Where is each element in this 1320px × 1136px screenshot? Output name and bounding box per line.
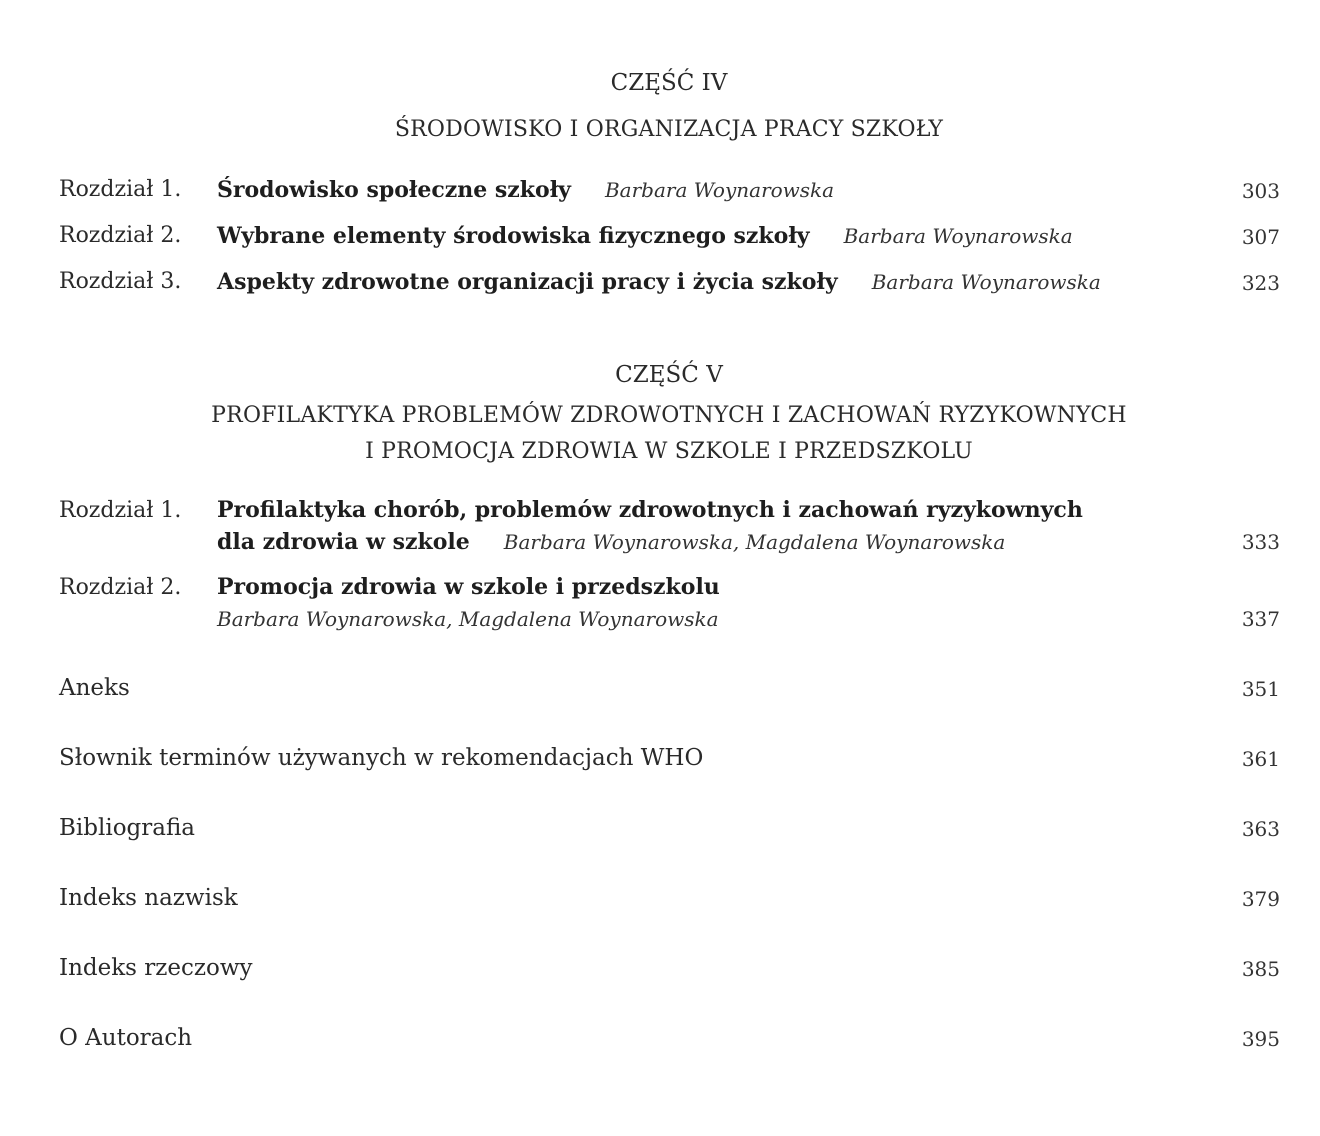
chapter-author: Barbara Woynarowska (604, 178, 835, 202)
chapter-number: Rozdział 2. (59, 223, 182, 248)
entry-title: Słownik terminów używanych w rekomendacjach WHO (59, 745, 704, 771)
entry-title: Indeks nazwisk (59, 885, 238, 911)
chapter-title: Aspekty zdrowotne organizacji pracy i życia szkoły (217, 269, 838, 295)
entry-title: Bibliografia (59, 815, 196, 841)
part-5-title-line-1: PROFILAKTYKA PROBLEMÓW ZDROWOTNYCH I ZACHOWAŃ RYZYKOWNYCH (211, 403, 1127, 428)
chapter-author: Barbara Woynarowska, Magdalena Woynarowska (217, 607, 719, 631)
chapter-author: Barbara Woynarowska (843, 224, 1073, 248)
page-number: 323 (1241, 271, 1280, 295)
page-number: 333 (1241, 530, 1280, 554)
page-number: 385 (1241, 957, 1280, 981)
chapter-number: Rozdział 2. (59, 575, 182, 600)
chapter-title: Promocja zdrowia w szkole i przedszkolu (217, 574, 720, 600)
page-number: 363 (1241, 817, 1280, 841)
chapter-author: Barbara Woynarowska, Magdalena Woynarowska (503, 530, 1006, 554)
entry-title: Aneks (59, 675, 130, 701)
entry-title: Indeks rzeczowy (59, 955, 253, 981)
part-5-title-line-2: I PROMOCJA ZDROWIA W SZKOLE I PRZEDSZKOLU (365, 439, 973, 464)
page-number: 337 (1241, 607, 1280, 631)
part-5-label: CZĘŚĆ V (615, 362, 723, 388)
page-number: 395 (1241, 1027, 1280, 1051)
part-4-label: CZĘŚĆ IV (610, 70, 728, 96)
chapter-number: Rozdział 1. (59, 177, 182, 202)
page-number: 351 (1241, 677, 1280, 701)
chapter-title-line-2: dla zdrowia w szkole (217, 529, 470, 555)
chapter-title: Wybrane elementy środowiska fizycznego szkoły (217, 223, 810, 249)
page-number: 303 (1241, 179, 1280, 203)
chapter-title: Środowisko społeczne szkoły (217, 177, 571, 203)
page-number: 361 (1241, 747, 1280, 771)
entry-title: O Autorach (59, 1025, 193, 1051)
page-number: 307 (1241, 225, 1280, 249)
part-4-title: ŚRODOWISKO I ORGANIZACJA PRACY SZKOŁY (394, 117, 944, 142)
chapter-number: Rozdział 3. (59, 269, 182, 294)
chapter-number: Rozdział 1. (59, 498, 182, 523)
page-number: 379 (1241, 887, 1280, 911)
chapter-author: Barbara Woynarowska (871, 270, 1101, 294)
chapter-title-line-1: Profilaktyka chorób, problemów zdrowotnych i zachowań ryzykownych (217, 497, 1083, 523)
